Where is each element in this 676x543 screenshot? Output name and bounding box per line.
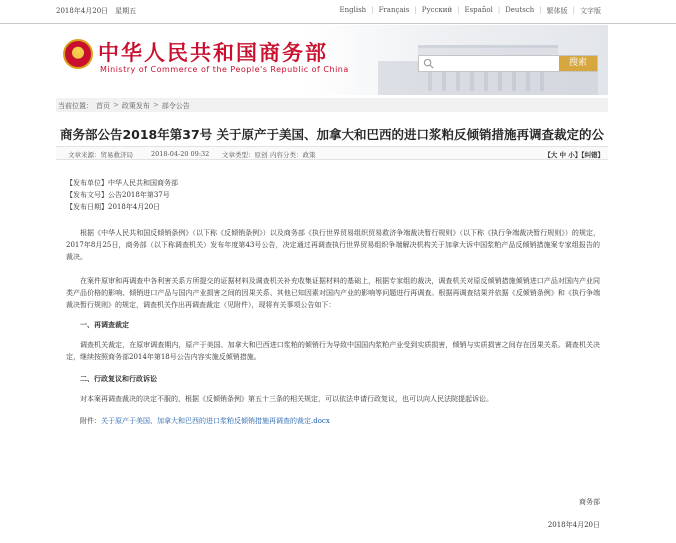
lang-link-german[interactable]: Deutsch (505, 6, 535, 14)
divider: | (539, 6, 542, 14)
section-heading-2: 二、行政复议和行政诉讼 (80, 374, 157, 383)
breadcrumb-separator: > (113, 101, 119, 109)
national-emblem-icon: ★ (63, 39, 93, 69)
site-header (56, 25, 608, 95)
meta-datetime: 2018-04-20 09:32 (151, 150, 210, 158)
paragraph-2: 在案件原审和再调查中各利害关系方所提交的证据材料及调查机关补充收集证据材料的基础上，根据专家组的裁决，调查机关对原反倾销措施倾销进口产品对国内产业同类产品价格的影响、倾销进口产品与国内产业损害之间的因果关系、其他已知因素对国内产业的影响等问题进行再调查。根据再调查结果并依据《反倾销条例》和《执行争端裁决暂行规则》的规定，调查机关作出再调查裁定（见附件），现将有关事项公告如下： (66, 277, 600, 309)
lang-link-spanish[interactable]: Español (464, 6, 493, 14)
divider: | (414, 6, 417, 14)
divider: | (572, 6, 575, 14)
signature: 商务部 (579, 498, 600, 506)
site-title-en: Ministry of Commerce of the People's Republic of China (100, 65, 349, 74)
info-doc-number: 【发布文号】公告2018年第37号 (66, 191, 170, 199)
divider: | (371, 6, 374, 14)
publication-info (66, 177, 600, 213)
paragraph-4: 对本案再调查裁决的决定不服的，根据《反倾销条例》第五十三条的相关规定，可以依法申请行政复议，也可以向人民法院提起诉讼。 (80, 395, 493, 403)
info-date: 【发布日期】2018年4月20日 (66, 203, 161, 211)
attachment-link[interactable]: 关于原产于美国、加拿大和巴西的进口浆粕反倾销措施再调查的裁定.docx (101, 417, 330, 425)
article-meta (56, 146, 608, 160)
language-links (335, 6, 606, 16)
lang-link-russian[interactable]: Русский (421, 6, 453, 14)
signature-date: 2018年4月20日 (547, 521, 600, 529)
lang-link-english[interactable]: English (339, 6, 367, 14)
font-size-and-error-tools[interactable] (544, 150, 604, 159)
info-publisher: 【发布单位】中华人民共和国商务部 (66, 179, 178, 187)
breadcrumb-item-home[interactable]: 首页 (96, 102, 110, 110)
article-title: 商务部公告2018年第37号 关于原产于美国、加拿大和巴西的进口浆粕反倾销措施再调查裁定的公 (59, 127, 605, 142)
search-input[interactable] (439, 57, 549, 70)
lang-link-traditional[interactable]: 繁体版 (546, 7, 568, 15)
meta-source: 文章来源：贸易救济局 (68, 151, 133, 159)
paragraph-1: 根据《中华人民共和国反倾销条例》（以下称《反倾销条例》）以及商务部《执行世界贸易组织贸易救济争端裁决暂行规则》（以下称《执行争端裁决暂行规则》）的规定，2017年8月25日，商务部（以下称调查机关）发布年度第43号公告，决定通过再调查执行世界贸易组织争端解决机构关于加拿大诉中国浆粕产品反倾销措施案专家组报告的裁决。 (66, 229, 600, 261)
search-box (418, 55, 598, 72)
current-date: 2018年4月20日 星期五 (56, 7, 137, 15)
divider: | (497, 6, 501, 14)
site-title-cn[interactable]: 中华人民共和国商务部 (98, 41, 328, 65)
lang-link-text-version[interactable]: 文字版 (580, 7, 601, 15)
breadcrumb-separator: > (152, 101, 159, 109)
divider: | (457, 6, 460, 14)
section-heading-1: 一、再调查裁定 (80, 320, 129, 329)
meta-category: 内容分类：政策 (270, 151, 316, 159)
breadcrumb-item-announcements[interactable]: 部令公告 (161, 102, 190, 110)
lang-link-french[interactable]: Français (378, 6, 410, 14)
meta-type: 文章类型：原创 (222, 151, 268, 159)
attachment-label: 附件： (80, 417, 101, 425)
tools-label[interactable]: 【大 中 小】【纠错】 (544, 151, 604, 159)
breadcrumb (56, 98, 608, 112)
breadcrumb-prefix: 当前位置： (58, 102, 93, 110)
breadcrumb-item-policy[interactable]: 政策发布 (121, 102, 150, 110)
search-icon (423, 58, 434, 69)
article-body (66, 177, 600, 427)
attachment-row (80, 415, 600, 427)
paragraph-3: 调查机关裁定，在原审调查期内，原产于美国、加拿大和巴西进口浆粕的倾销行为导致中国国内浆粕产业受到实质损害，倾销与实质损害之间存在因果关系。调查机关决定，继续按照商务部2014年第18号公告内容实施反倾销措施。 (66, 341, 600, 361)
search-button[interactable]: 搜索 (559, 56, 597, 71)
top-utility-bar (0, 0, 676, 24)
